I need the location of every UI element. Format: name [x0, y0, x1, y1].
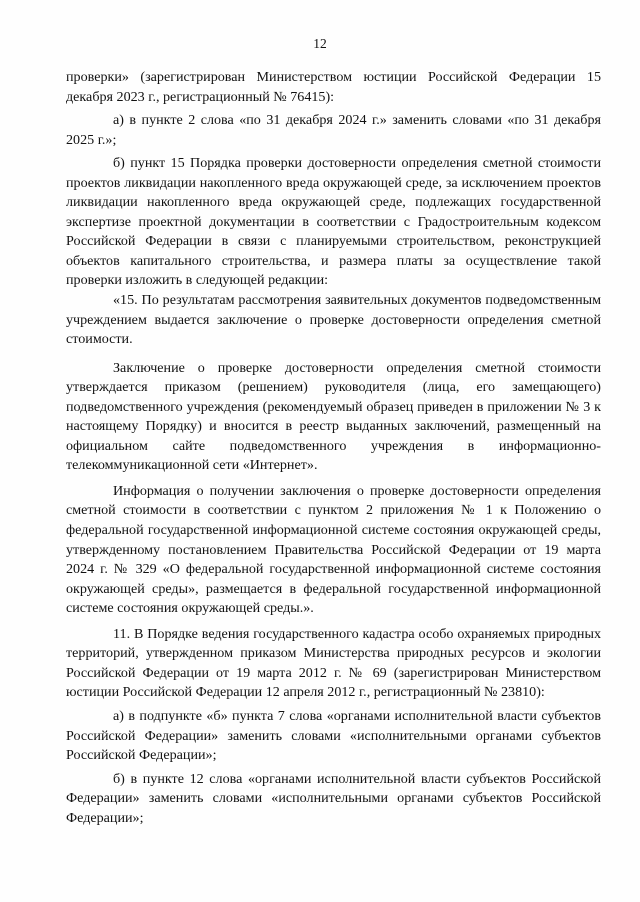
- paragraph-item-a-deadline: а) в пункте 2 слова «по 31 декабря 2024 г.» заменить словами «по 31 декабря 2025 г.»;: [66, 112, 601, 148]
- paragraph-item-b-point-15: б) пункт 15 Порядка проверки достоверности определения сметной стоимости проектов ликвидации накопленного вреда окружающей среде, за исключением проектов ликвидации накопленного вреда окружающей среде, подлежащих государственной экспертизе проектной документации в соответствии с Градостроительным кодексом Российской Федерации в связи с планируемыми строительством, реконструкцией объектов капитального строительства, и размера платы за осуществление такой проверки изложить в следующей редакции:: [66, 155, 601, 289]
- paragraph-conclusion-approval: Заключение о проверке достоверности определения сметной стоимости утверждается приказом (решением) руководителя (лица, его замещающего) подведомственного учреждения (рекомендуемый образец приведен в приложении № 3 к настоящему Порядку) и вносится в реестр выданных заключений, размещенный на официальном сайте подведомственного учреждения в информационно-телекоммуникационной сети «Интернет».: [66, 359, 601, 474]
- paragraph-item-11-b: б) в пункте 12 слова «органами исполнительной власти субъектов Российской Федерации» заменить словами «исполнительными органами субъектов Российской Федерации»;: [66, 770, 601, 826]
- paragraph-information-placement: Информация о получении заключения о проверке достоверности определения сметной стоимости в соответствии с пунктом 2 приложения № 1 к Положению о федеральной государственной информационной системе состояния окружающей среды, утвержденному постановлением Правительства Российской Федерации от 19 марта 2024 г. № 329 «О федеральной государственной информационной системе состояния окружающей среды», размещается в федеральной государственной информационной системе состояния окружающей среды.».: [66, 482, 601, 617]
- paragraph-item-11-a: а) в подпункте «б» пункта 7 слова «органами исполнительной власти субъектов Российской Федерации» заменить словами «исполнительными органами субъектов Российской Федерации»;: [66, 707, 601, 764]
- paragraph-point-15-text: «15. По результатам рассмотрения заявительных документов подведомственным учреждением выдается заключение о проверке достоверности определения сметной стоимости.: [66, 292, 601, 348]
- page-number: 12: [313, 36, 327, 51]
- paragraph-item-11-cadastre: 11. В Порядке ведения государственного кадастра особо охраняемых природных территорий, утвержденном приказом Министерства природных ресурсов и экологии Российской Федерации от 19 марта 2012 г. № 69 (зарегистрирован Министерством юстиции Российской Федерации 12 апреля 2012 г., регистрационный № 23810):: [66, 625, 601, 701]
- document-body: [66, 68, 601, 828]
- paragraph-order-reference-continuation: проверки» (зарегистрирован Министерством юстиции Российской Федерации 15 декабря 2023 г., регистрационный № 76415):: [66, 69, 601, 105]
